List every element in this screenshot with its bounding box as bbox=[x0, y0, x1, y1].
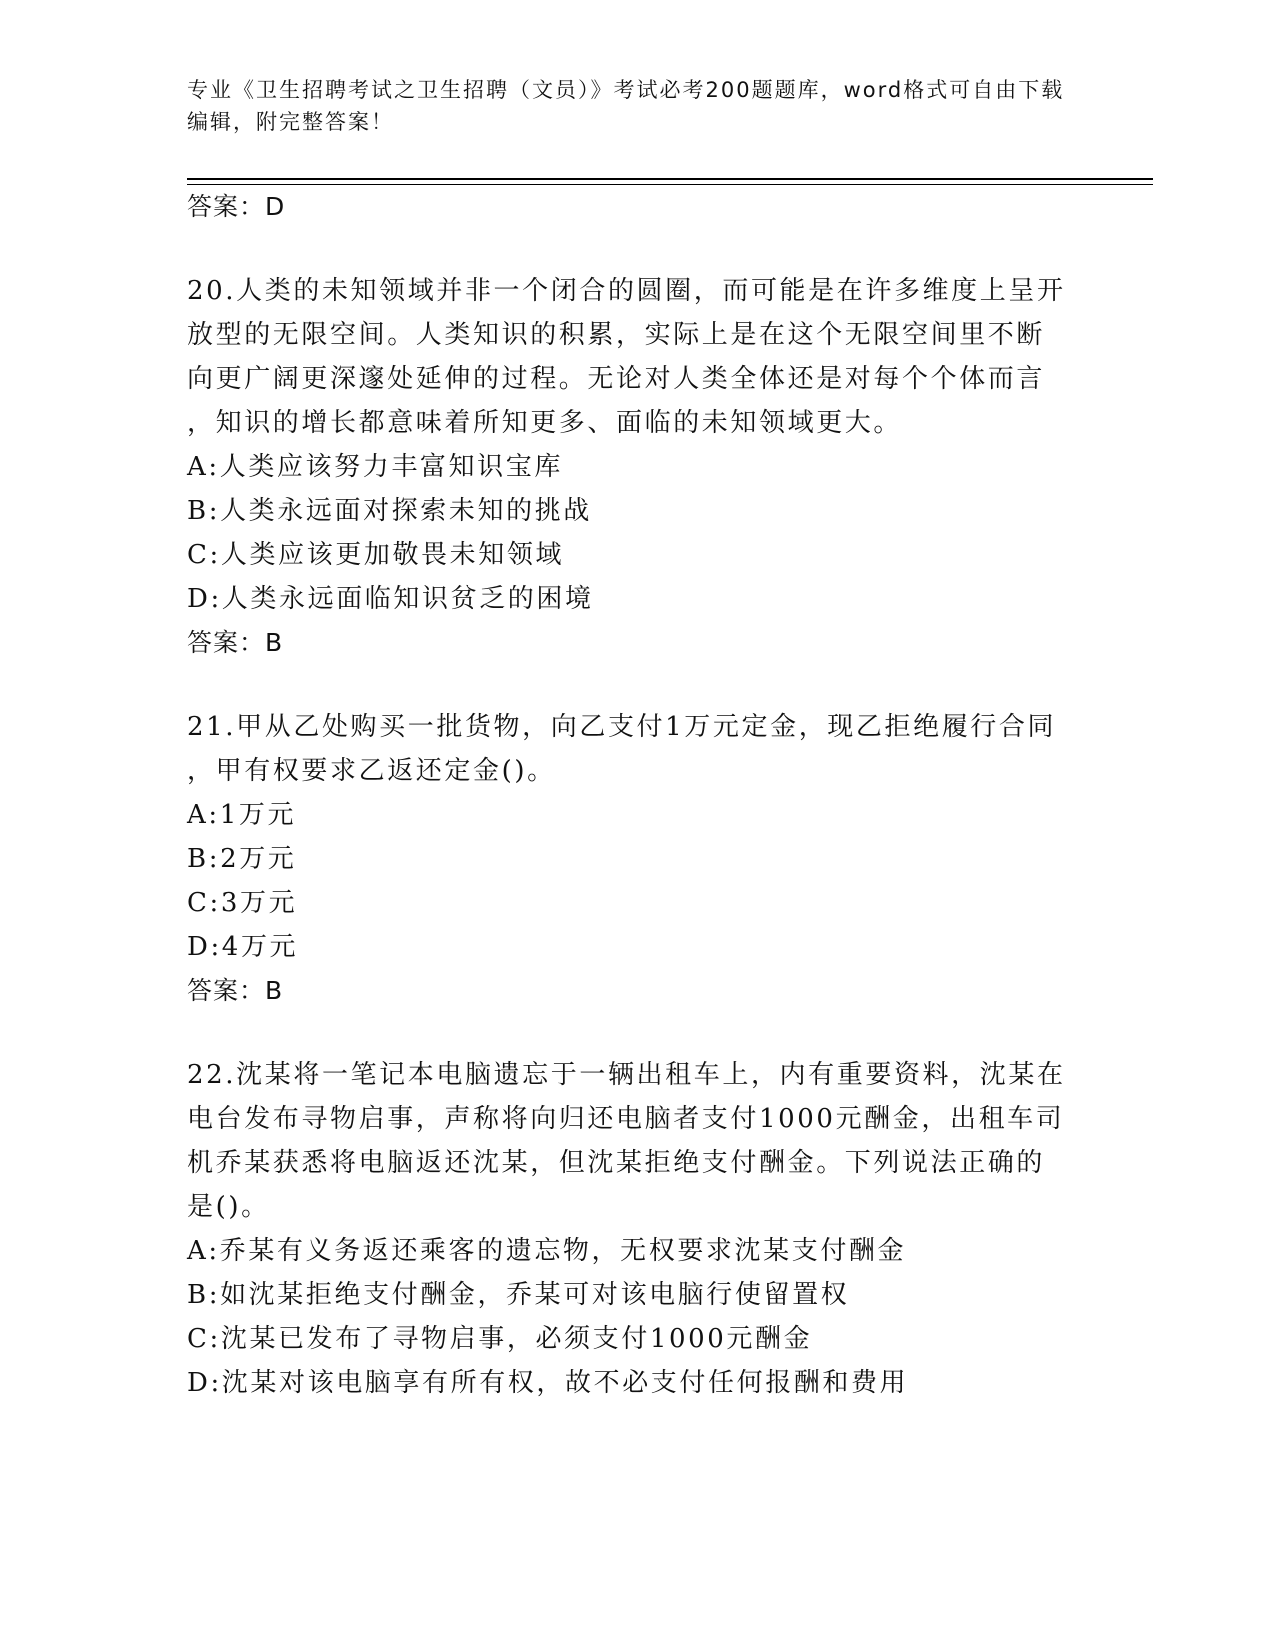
q21-option-b: B:2万元 bbox=[187, 844, 297, 874]
q21-stem-line-2: ，甲有权要求乙返还定金()。 bbox=[187, 756, 556, 786]
q21-option-c: C:3万元 bbox=[187, 888, 298, 918]
q22-stem-line-3: 机乔某获悉将电脑返还沈某，但沈某拒绝支付酬金。下列说法正确的 bbox=[187, 1148, 1046, 1178]
answer-previous: 答案：D bbox=[187, 192, 286, 221]
q20-option-a: A:人类应该努力丰富知识宝库 bbox=[187, 452, 563, 482]
q20-stem-line-2: 放型的无限空间。人类知识的积累，实际上是在这个无限空间里不断 bbox=[187, 320, 1046, 350]
header-rule-thin bbox=[187, 184, 1153, 185]
q21-option-a: A:1万元 bbox=[187, 800, 297, 830]
q22-stem-line-4: 是()。 bbox=[187, 1192, 270, 1222]
q22-option-d: D:沈某对该电脑享有所有权，故不必支付任何报酬和费用 bbox=[187, 1368, 909, 1398]
q20-stem-line-1: 20.人类的未知领域并非一个闭合的圆圈，而可能是在许多维度上呈开 bbox=[187, 276, 1066, 306]
q20-option-b: B:人类永远面对探索未知的挑战 bbox=[187, 496, 592, 526]
q22-option-c: C:沈某已发布了寻物启事，必须支付1000元酬金 bbox=[187, 1324, 813, 1354]
q21-stem-line-1: 21.甲从乙处购买一批货物，向乙支付1万元定金，现乙拒绝履行合同 bbox=[187, 712, 1057, 742]
q20-option-d: D:人类永远面临知识贫乏的困境 bbox=[187, 584, 594, 614]
q22-option-a: A:乔某有义务返还乘客的遗忘物，无权要求沈某支付酬金 bbox=[187, 1236, 907, 1266]
q22-stem-line-2: 电台发布寻物启事，声称将向归还电脑者支付1000元酬金，出租车司 bbox=[187, 1104, 1065, 1134]
q20-stem-line-3: 向更广阔更深邃处延伸的过程。无论对人类全体还是对每个个体而言 bbox=[187, 364, 1046, 394]
q21-answer: 答案：B bbox=[187, 976, 284, 1005]
q22-stem-line-1: 22.沈某将一笔记本电脑遗忘于一辆出租车上，内有重要资料，沈某在 bbox=[187, 1060, 1066, 1090]
q21-option-d: D:4万元 bbox=[187, 932, 299, 962]
header-rule-thick bbox=[187, 178, 1153, 180]
document-header: 专业《卫生招聘考试之卫生招聘（文员）》考试必考200题题库，word格式可自由下载编辑，附完整答案！ bbox=[187, 78, 1065, 134]
q22-option-b: B:如沈某拒绝支付酬金，乔某可对该电脑行使留置权 bbox=[187, 1280, 850, 1310]
q20-option-c: C:人类应该更加敬畏未知领域 bbox=[187, 540, 565, 570]
q20-answer: 答案：B bbox=[187, 628, 284, 657]
q20-stem-line-4: ，知识的增长都意味着所知更多、面临的未知领域更大。 bbox=[187, 408, 903, 438]
